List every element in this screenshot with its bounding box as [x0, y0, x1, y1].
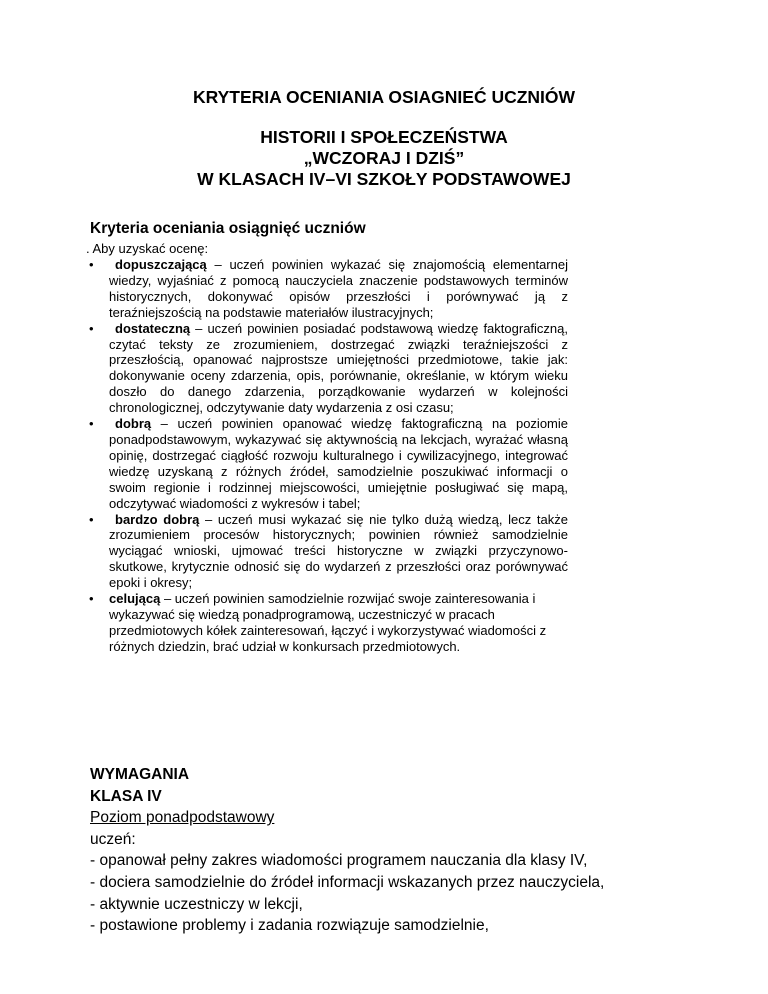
requirements-heading: WYMAGANIA: [90, 766, 190, 783]
grade-description: – uczeń powinien posiadać podstawową wiedzę faktograficzną, czytać teksty ze zrozumieniem, dostrzegać związki teraźniejszości z przeszłością, opanować najprostsze umiejętności przedmiotowe, takie jak: dokonywanie oceny zdarzenia, opis, porównanie, określanie, w którym wieku doszło do danego zdarzenia, porządkowanie wydarzeń w kolejności chronologicznej, odczytywanie daty wydarzenia z osi czasu;: [109, 320, 568, 416]
grade-term: bardzo dobrą: [115, 511, 200, 527]
grade-description: – uczeń powinien opanować wiedzę faktograficzną na poziomie ponadpodstawowym, wykazywać się aktywnością na lekcjach, wyrażać własną opinię, dostrzegać ciągłość rozwoju kulturalnego i cywilizacyjnego, integrować wiedzę uzyskaną z różnych źródeł, samodzielnie poszukiwać informacji o swoim regionie i rodzinnej miejscowości, umiejętnie posługiwać się mapą, odczytywać wiadomości z wykresów i tabel;: [109, 416, 568, 511]
subject-label: uczeń:: [90, 830, 136, 848]
grade-description: – uczeń powinien wykazać się znajomością elementarnej wiedzy, wyjaśniać z pomocą nauczyciela znaczenie podstawowych terminów historycznych, dokonywać opisów przeszłości i porównywać ją z teraźniejszością na podstawie materiałów ilustracyjnych;: [109, 257, 568, 320]
bullet-icon: •: [89, 257, 94, 272]
class-label: KLASA IV: [90, 787, 162, 805]
criteria-item-bardzo-dobra: [89, 512, 568, 592]
grade-term: celującą: [109, 591, 161, 607]
bullet-icon: •: [89, 591, 94, 607]
criteria-item-dobra: [89, 416, 568, 511]
document-subtitle: [0, 127, 768, 190]
requirements-section: [90, 764, 604, 937]
bullet-icon: •: [89, 320, 94, 336]
bullet-icon: •: [89, 416, 94, 432]
criteria-heading: Kryteria oceniania osiągnięć uczniów: [90, 220, 366, 237]
criteria-item-celujaca: [89, 591, 568, 655]
bullet-icon: •: [89, 511, 94, 527]
subtitle-line: „WCZORAJ I DZIŚ”: [303, 148, 465, 168]
requirement-point: - aktywnie uczestniczy w lekcji,: [90, 895, 303, 913]
subtitle-line: HISTORII I SPOŁECZEŃSTWA: [260, 127, 508, 147]
criteria-item-dostateczna: [89, 321, 568, 416]
criteria-intro: . Aby uzyskać ocenę:: [86, 241, 209, 256]
requirement-point: - postawione problemy i zadania rozwiązuje samodzielnie,: [90, 917, 489, 935]
level-label: Poziom ponadpodstawowy: [90, 809, 275, 827]
grade-description: – uczeń musi wykazać się nie tylko dużą wiedzą, lecz także zrozumieniem procesów historycznych; powinien również samodzielnie wyciągać wnioski, ujmować treści historyczne w związki przyczynowo-skutkowe, krytycznie odnosić się do wydarzeń z przeszłości oraz porównywać epoki i okresy;: [109, 511, 568, 591]
grade-term: dopuszczającą: [115, 257, 207, 272]
criteria-item-dopuszczajaca: [89, 257, 568, 321]
requirement-point: - dociera samodzielnie do źródeł informacji wskazanych przez nauczyciela,: [90, 873, 605, 891]
subtitle-line: W KLASACH IV–VI SZKOŁY PODSTAWOWEJ: [197, 169, 571, 189]
grade-description: – uczeń powinien samodzielnie rozwijać swoje zainteresowania i wykazywać się wiedzą ponadprogramową, uczestniczyć w pracach przedmiotowych kółek zainteresowań, łączyć i wykorzystywać wiadomości z różnych dziedzin, brać udział w konkursach przedmiotowych.: [109, 591, 547, 654]
grade-term: dostateczną: [115, 320, 191, 336]
document-title: KRYTERIA OCENIANIA OSIAGNIEĆ UCZNIÓW: [192, 87, 576, 107]
criteria-list: [89, 257, 568, 655]
requirement-point: - opanował pełny zakres wiadomości programem nauczania dla klasy IV,: [90, 852, 588, 870]
grade-term: dobrą: [115, 416, 152, 432]
